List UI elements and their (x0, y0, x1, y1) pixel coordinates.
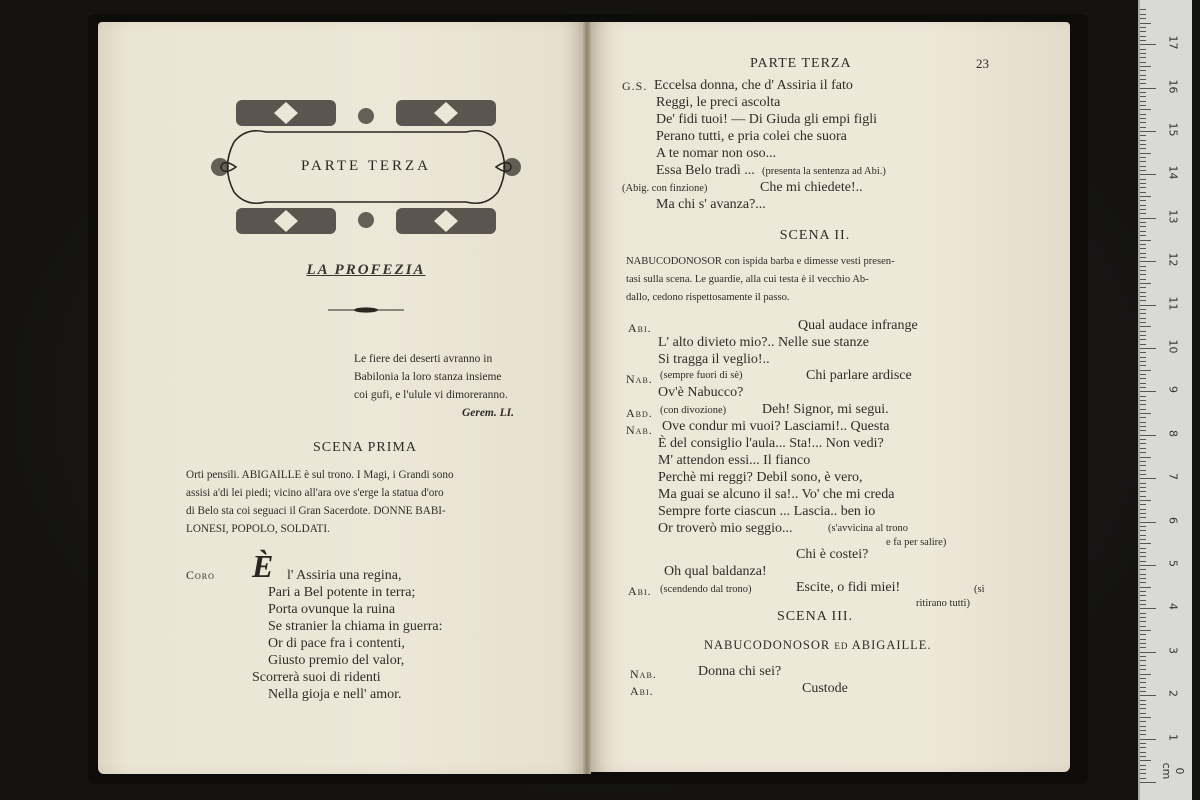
ruler-tick (1140, 75, 1146, 76)
ruler-tick (1140, 700, 1146, 701)
ruler-tick (1140, 569, 1146, 570)
ruler-tick (1140, 487, 1146, 488)
ruler-tick (1140, 244, 1146, 245)
stage-direction-line: LONESI, POPOLO, SOLDATI. (186, 523, 330, 535)
ruler-tick (1140, 339, 1146, 340)
speaker-abi: Abi. (628, 584, 652, 598)
verse-line: Donna chi sei? (698, 664, 782, 679)
verse-line: Pari a Bel potente in terra; (268, 585, 416, 600)
ruler-tick (1140, 118, 1146, 119)
ruler-tick (1140, 49, 1146, 50)
ruler-label: 2 (1166, 690, 1180, 698)
stage-aside: (presenta la sentenza ad Abi.) (762, 166, 886, 177)
separator-rule (326, 305, 406, 315)
ruler-tick (1140, 782, 1156, 783)
ruler-tick (1140, 413, 1151, 414)
ruler-tick (1140, 535, 1146, 536)
ruler-tick (1140, 474, 1146, 475)
ruler-tick (1140, 552, 1146, 553)
ruler-tick (1140, 235, 1146, 236)
ruler-tick (1140, 409, 1146, 410)
verse-line: L' alto divieto mio?.. Nelle sue stanze (658, 335, 869, 350)
speaker-abi: Abi. (630, 684, 654, 698)
ruler-tick (1140, 674, 1151, 675)
verse-line: Chi è costei? (796, 547, 869, 562)
ruler-tick (1140, 127, 1146, 128)
ruler-tick (1140, 183, 1146, 184)
section-subtitle: LA PROFEZIA (306, 262, 426, 278)
verse-line: Porta ovunque la ruina (268, 602, 396, 617)
speaker-nab: Nab. (630, 667, 657, 681)
ruler-tick (1140, 292, 1146, 293)
ruler-tick (1140, 192, 1146, 193)
ruler-tick (1140, 383, 1146, 384)
verse-line: Ma chi s' avanza?... (656, 197, 766, 212)
ruler-tick (1140, 491, 1146, 492)
ruler-tick (1140, 105, 1146, 106)
stage-direction (626, 253, 976, 307)
ruler-tick (1140, 309, 1146, 310)
verse-line: A te nomar non oso... (656, 146, 777, 161)
ruler-tick (1140, 257, 1146, 258)
speaker-gs: G.S. (622, 79, 648, 93)
ruler-tick (1140, 9, 1146, 10)
ruler-tick (1140, 496, 1146, 497)
ruler-label: 10 (1166, 339, 1180, 354)
verse-line: Custode (802, 681, 848, 696)
ruler-tick (1140, 726, 1146, 727)
ruler-tick (1140, 53, 1146, 54)
ruler-tick (1140, 66, 1151, 67)
ruler-tick (1140, 626, 1146, 627)
ruler-tick (1140, 261, 1156, 262)
verse-line: Se stranier la chiama in guerra: (268, 619, 443, 634)
ruler-tick (1140, 361, 1146, 362)
ruler-tick (1140, 721, 1146, 722)
ruler-tick (1140, 504, 1146, 505)
ornament-title: PARTE TERZA (300, 158, 432, 174)
measurement-ruler (1138, 0, 1192, 800)
ruler-tick (1140, 526, 1146, 527)
ruler-tick (1140, 530, 1146, 531)
ruler-tick (1140, 14, 1146, 15)
ruler-label: 7 (1166, 473, 1180, 481)
ruler-tick (1140, 483, 1146, 484)
ruler-tick (1140, 57, 1146, 58)
stage-aside: (si (974, 584, 985, 595)
stage-aside: ritirano tutti) (916, 598, 970, 609)
ruler-label: 1 (1166, 733, 1180, 741)
ruler-tick (1140, 300, 1146, 301)
ruler-tick (1140, 656, 1146, 657)
epigraph-line: coi gufi, e l'ulule vi dimoreranno. (354, 389, 508, 401)
ruler-tick (1140, 422, 1146, 423)
ruler-tick (1140, 717, 1151, 718)
speaker-nab: Nab. (626, 423, 653, 437)
scene-heading-ii: SCENA II. (779, 228, 851, 243)
ruler-tick (1140, 318, 1146, 319)
ruler-label: 13 (1166, 209, 1180, 224)
ruler-tick (1140, 209, 1146, 210)
ruler-tick (1140, 430, 1146, 431)
stage-direction-line: dallo, cedono rispettosamente il passo. (626, 292, 790, 303)
ruler-tick (1140, 248, 1146, 249)
stage-aside: (Abig. con finzione) (622, 183, 708, 194)
ruler-tick (1140, 621, 1146, 622)
running-head: PARTE TERZA (750, 56, 852, 71)
stage-aside: (scendendo dal trono) (660, 584, 752, 595)
ruler-tick (1140, 730, 1146, 731)
ruler-tick (1140, 391, 1156, 392)
ruler-tick (1140, 756, 1146, 757)
ruler-tick (1140, 747, 1146, 748)
verse-line: Scorrerà suoi di ridenti (252, 670, 381, 685)
ruler-tick (1140, 734, 1146, 735)
ruler-label: 6 (1166, 516, 1180, 524)
ruler-label: 4 (1166, 603, 1180, 611)
stage-aside: (con divozione) (660, 405, 727, 416)
ruler-tick (1140, 704, 1146, 705)
ruler-tick (1140, 778, 1146, 779)
ruler-tick (1140, 187, 1146, 188)
verse-line: Oh qual baldanza! (664, 564, 767, 579)
epigraph-line: Le fiere dei deserti avranno in (354, 353, 493, 365)
ruler-tick (1140, 760, 1151, 761)
ruler-tick (1140, 357, 1146, 358)
ruler-tick (1140, 691, 1146, 692)
ruler-tick (1140, 131, 1156, 132)
ruler-label: 14 (1166, 165, 1180, 180)
ruler-tick (1140, 378, 1146, 379)
ruler-tick (1140, 513, 1146, 514)
verse-line: Qual audace infrange (798, 318, 918, 333)
ruler-tick (1140, 769, 1146, 770)
ruler-tick (1140, 582, 1146, 583)
ruler-tick (1140, 23, 1151, 24)
stage-direction (186, 466, 566, 538)
ruler-tick (1140, 448, 1146, 449)
verse-line: Ove condur mi vuoi? Lasciami!.. Questa (662, 419, 890, 434)
ruler-tick (1140, 200, 1146, 201)
ruler-label: 17 (1166, 35, 1180, 50)
ruler-tick (1140, 708, 1146, 709)
ruler-tick (1140, 678, 1146, 679)
ruler-tick (1140, 695, 1156, 696)
verse-line: È del consiglio l'aula... Sta!... Non vedi? (658, 436, 884, 451)
epigraph (354, 350, 554, 422)
verse-line: Perano tutti, e pria colei che suora (656, 129, 847, 144)
ruler-tick (1140, 31, 1146, 32)
ruler-tick (1140, 196, 1151, 197)
ruler-tick (1140, 543, 1151, 544)
ruler-tick (1140, 179, 1146, 180)
page-number: 23 (976, 56, 989, 71)
stage-aside: e fa per salire) (886, 537, 947, 548)
ruler-tick (1140, 743, 1146, 744)
ruler-tick (1140, 617, 1146, 618)
ruler-tick (1140, 387, 1146, 388)
stage-aside: (sempre fuori di sè) (660, 370, 743, 381)
scene-heading-iii: SCENA III. (776, 609, 854, 624)
ruler-tick (1140, 222, 1146, 223)
ruler-tick (1140, 687, 1146, 688)
verse-line: De' fidi tuoi! — Di Giuda gli empi figli (656, 112, 878, 127)
ruler-tick (1140, 465, 1146, 466)
ruler-tick (1140, 305, 1156, 306)
ruler-tick (1140, 266, 1146, 267)
ruler-tick (1140, 765, 1146, 766)
ruler-tick (1140, 62, 1146, 63)
ruler-tick (1140, 335, 1146, 336)
ruler-tick (1140, 539, 1146, 540)
ruler-tick (1140, 500, 1151, 501)
ruler-tick (1140, 643, 1146, 644)
ruler-tick (1140, 404, 1146, 405)
ruler-tick (1140, 600, 1146, 601)
verse-line: Che mi chiedete!.. (760, 180, 863, 195)
ruler-tick (1140, 83, 1146, 84)
ruler-tick (1140, 240, 1151, 241)
scene-heading-prima: SCENA PRIMA (313, 440, 417, 455)
ruler-tick (1140, 161, 1146, 162)
ruler-label: 11 (1166, 296, 1180, 311)
verse-line: Si tragga il veglio!.. (658, 352, 770, 367)
verse-line: Giusto premio del valor, (268, 653, 405, 668)
ruler-tick (1140, 608, 1156, 609)
ruler-label: 5 (1166, 560, 1180, 567)
ruler-tick (1140, 331, 1146, 332)
ruler-tick (1140, 587, 1151, 588)
ruler-tick (1140, 44, 1156, 45)
ruler-tick (1140, 660, 1146, 661)
ruler-tick (1140, 669, 1146, 670)
ruler-tick (1140, 144, 1146, 145)
ruler-label: 15 (1166, 122, 1180, 137)
ruler-tick (1140, 400, 1146, 401)
ruler-tick (1140, 634, 1146, 635)
ruler-tick (1140, 457, 1151, 458)
ruler-tick (1140, 170, 1146, 171)
ruler-tick (1140, 92, 1146, 93)
ruler-tick (1140, 218, 1156, 219)
stage-direction-line: NABUCODONOSOR con ispida barba e dimesse vesti presen- (626, 256, 895, 267)
ruler-tick (1140, 452, 1146, 453)
ruler-tick (1140, 574, 1146, 575)
ruler-label: 3 (1166, 646, 1180, 654)
ruler-tick (1140, 279, 1146, 280)
ruler-tick (1140, 348, 1156, 349)
verse-line: M' attendon essi... Il fianco (658, 453, 811, 468)
ruler-label: 9 (1166, 386, 1180, 394)
ruler-tick (1140, 174, 1156, 175)
ruler-tick (1140, 652, 1156, 653)
ruler-tick (1140, 36, 1146, 37)
ruler-tick (1140, 396, 1146, 397)
ruler-tick (1140, 253, 1146, 254)
ruler-tick (1140, 88, 1156, 89)
ruler-tick (1140, 287, 1146, 288)
ruler-tick (1140, 135, 1146, 136)
ruler-tick (1140, 713, 1146, 714)
ruler-tick (1140, 591, 1146, 592)
ruler-tick (1140, 470, 1146, 471)
ruler-tick (1140, 604, 1146, 605)
verse-line: Escite, o fidi miei! (796, 580, 901, 595)
book-gutter (583, 22, 591, 774)
ruler-tick (1140, 283, 1151, 284)
ruler-tick (1140, 613, 1146, 614)
ruler-tick (1140, 96, 1146, 97)
ruler-tick (1140, 166, 1146, 167)
speaker-abd: Abd. (626, 406, 653, 420)
epigraph-attribution: Gerem. LI. (461, 407, 514, 419)
ruler-tick (1140, 561, 1146, 562)
ruler-tick (1140, 752, 1146, 753)
ruler-label: 8 (1166, 429, 1180, 437)
verse-line: Essa Belo tradì ... (656, 163, 755, 178)
ruler-tick (1140, 70, 1146, 71)
ruler-tick (1140, 639, 1146, 640)
verse-line: Ma guai se alcuno il sa!.. Vo' che mi creda (658, 487, 895, 502)
ruler-tick (1140, 417, 1146, 418)
ruler-tick (1140, 18, 1146, 19)
verse-line: Ov'è Nabucco? (658, 385, 744, 400)
verse-line: Chi parlare ardisce (806, 368, 912, 383)
stage-direction-line: di Belo sta coi seguaci il Gran Sacerdote. DONNE BABI- (186, 505, 446, 517)
ruler-tick (1140, 114, 1146, 115)
stage-direction-line: assisi a'di lei piedi; vicino all'ara ove s'erge la statua d'oro (186, 487, 444, 499)
ruler-tick (1140, 296, 1146, 297)
stage-aside: (s'avvicina al trono (828, 523, 909, 534)
ruler-tick (1140, 517, 1146, 518)
ruler-tick (1140, 365, 1146, 366)
ruler-tick (1140, 773, 1146, 774)
ruler-tick (1140, 443, 1146, 444)
verse-line: Sempre forte ciascun ... Lascia.. ben io (658, 504, 876, 519)
verse-line: Or di pace fra i contenti, (268, 636, 405, 651)
ruler-tick (1140, 478, 1156, 479)
ruler-tick (1140, 101, 1146, 102)
verse-line: Perchè mi reggi? Debil sono, è vero, (658, 470, 863, 485)
ruler-tick (1140, 274, 1146, 275)
ruler-tick (1140, 578, 1146, 579)
ruler-tick (1140, 27, 1146, 28)
drop-cap: È (252, 548, 274, 584)
ruler-tick (1140, 344, 1146, 345)
ruler-tick (1140, 326, 1151, 327)
ruler-tick (1140, 122, 1146, 123)
ruler-tick (1140, 739, 1156, 740)
ruler-tick (1140, 270, 1146, 271)
ruler-tick (1140, 148, 1146, 149)
epigraph-line: Babilonia la loro stanza insieme (354, 371, 502, 383)
ruler-tick (1140, 140, 1146, 141)
speaker-abi: Abi. (628, 321, 652, 335)
ruler-label: 16 (1166, 79, 1180, 94)
ruler-label: 12 (1166, 252, 1180, 267)
ruler-tick (1140, 374, 1146, 375)
ruler-tick (1140, 153, 1151, 154)
ruler-tick (1140, 522, 1156, 523)
ruler-tick (1140, 461, 1146, 462)
ruler-tick (1140, 548, 1146, 549)
ruler-tick (1140, 322, 1146, 323)
ruler-tick (1140, 630, 1151, 631)
verse-line: Deh! Signor, mi segui. (762, 402, 889, 417)
ruler-tick (1140, 205, 1146, 206)
ruler-tick (1140, 595, 1146, 596)
ruler-label: 0 cm (1160, 762, 1186, 780)
ruler-tick (1140, 213, 1146, 214)
stage-direction-line: Orti pensili. ABIGAILLE è sul trono. I Magi, i Grandi sono (186, 469, 454, 481)
ruler-tick (1140, 435, 1156, 436)
speaker-nab: Nab. (626, 372, 653, 386)
ruler-tick (1140, 565, 1156, 566)
ruler-tick (1140, 370, 1151, 371)
verse-line: Or troverò mio seggio... (658, 521, 793, 536)
ruler-tick (1140, 109, 1151, 110)
verse-line: l' Assiria una regina, (287, 568, 402, 583)
ruler-tick (1140, 509, 1146, 510)
ruler-tick (1140, 313, 1146, 314)
scene-characters: NABUCODONOSOR ed ABIGAILLE. (704, 638, 932, 652)
ruler-tick (1140, 40, 1146, 41)
ruler-tick (1140, 226, 1146, 227)
ruler-tick (1140, 231, 1146, 232)
verse-line: Eccelsa donna, che d' Assiria il fato (654, 78, 853, 93)
ruler-tick (1140, 665, 1146, 666)
verse-line: Reggi, le preci ascolta (656, 95, 781, 110)
speaker-coro: Coro (186, 568, 215, 582)
ruler-tick (1140, 682, 1146, 683)
ruler-tick (1140, 556, 1146, 557)
ruler-tick (1140, 647, 1146, 648)
verse-line: Nella gioja e nell' amor. (268, 687, 402, 702)
ruler-tick (1140, 426, 1146, 427)
ruler-tick (1140, 79, 1146, 80)
ruler-tick (1140, 439, 1146, 440)
ruler-tick (1140, 352, 1146, 353)
stage-direction-line: tasi sulla scena. Le guardie, alla cui testa è il vecchio Ab- (626, 274, 869, 285)
ruler-tick (1140, 157, 1146, 158)
